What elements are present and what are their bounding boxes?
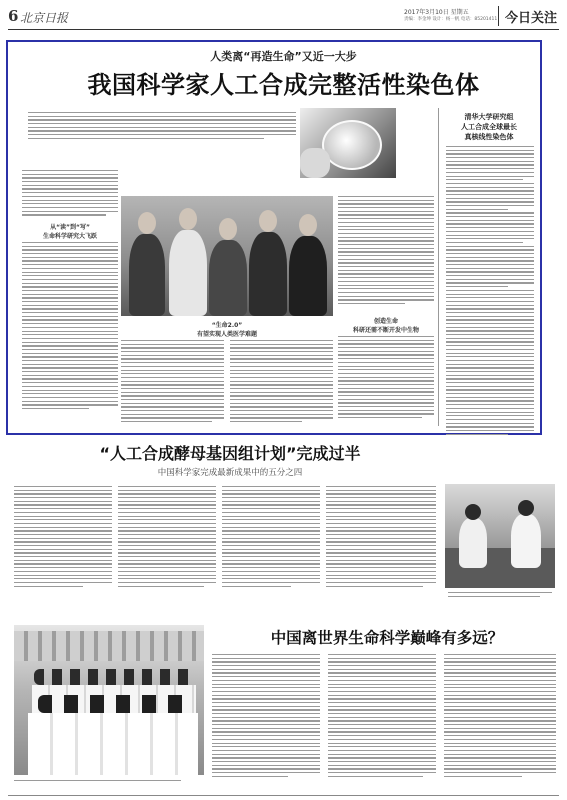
lead-bottom-text-a: [121, 340, 224, 425]
paper-name: 北京日报: [20, 11, 69, 25]
person-4-face: [259, 210, 277, 232]
person-1-face: [138, 212, 156, 234]
petri-dish-photo: [300, 108, 396, 178]
lab-worker-left-head: [465, 504, 481, 520]
sidebar-title: [440, 112, 538, 142]
subhead-line-2: 生命科学研究大飞跃: [42, 233, 97, 240]
person-5: [289, 236, 327, 316]
subhead-line-4: 有望实现人类医学难题: [196, 331, 257, 338]
person-1: [129, 234, 165, 316]
lead-bottom-text-c: [338, 336, 434, 421]
third-text-col-1: [212, 654, 320, 779]
lab-shelf: [14, 631, 204, 661]
second-headline: “人工合成酵母基因组计划”完成过半: [99, 444, 361, 463]
subhead-line-1: 从“读”到“写”: [50, 224, 90, 231]
person-5-face: [299, 214, 317, 236]
lead-left-column-text-1: [22, 170, 118, 218]
page-bottom-rule: [8, 795, 559, 796]
sidebar-text: [446, 146, 534, 437]
second-text-col-2: [118, 486, 216, 589]
subhead-line-5: 创造生命: [373, 318, 398, 325]
lead-kicker: 人类离“再造生命”又近一大步: [210, 50, 357, 63]
scientists-group-photo: [121, 196, 333, 316]
person-2-face: [179, 208, 197, 230]
sidebar-title-line-1: 清华大学研究组: [464, 113, 514, 121]
sidebar-title-line-2: 人工合成全球最长: [461, 123, 517, 131]
dish-shape: [322, 120, 382, 170]
subhead-create-life: [338, 316, 434, 334]
lab-worker-left: [459, 518, 487, 568]
team-row-back: [34, 669, 194, 685]
team-row-front: [38, 695, 188, 713]
page-number: 6: [8, 7, 19, 25]
sidebar-divider: [438, 108, 439, 426]
team-coats-front: [28, 713, 198, 775]
lab-worker-right-head: [518, 500, 534, 516]
third-text-col-2: [328, 654, 436, 779]
subhead-life-2: [121, 320, 333, 338]
lead-left-column-text-2: [22, 242, 118, 412]
glove-hand: [300, 148, 330, 178]
person-4: [249, 232, 287, 316]
editor-credits: 责编：李金坤 设计：杨一帆 电话：85201411: [404, 17, 498, 22]
subhead-read-write: [22, 222, 118, 240]
lead-headline: 我国科学家人工合成完整活性染色体: [87, 71, 480, 99]
lead-mid-column-text: [338, 196, 434, 307]
second-text-col-1: [14, 486, 112, 589]
third-text-col-3: [444, 654, 556, 779]
section-title: 今日关注: [505, 11, 558, 26]
person-3-face: [219, 218, 237, 240]
second-text-col-3: [222, 486, 320, 589]
subhead-line-6: 科研还需不断开发中生物: [352, 327, 419, 334]
person-3: [209, 240, 247, 316]
issue-date: 2017年3月10日 星期五: [404, 9, 469, 16]
team-lab-photo: [14, 625, 204, 775]
section-divider: [498, 6, 499, 26]
person-2: [169, 230, 207, 316]
lab-photo-caption: [448, 592, 552, 599]
third-headline: 中国离世界生命科学巅峰有多远？: [270, 629, 504, 647]
lab-worker-right: [511, 514, 541, 568]
lead-intro-text: [28, 112, 296, 142]
subhead-line-3: “生命2.0”: [211, 322, 243, 329]
second-subtitle: 中国科学家完成最新成果中的五分之四: [157, 468, 303, 478]
lab-worker-photo: [445, 484, 555, 588]
second-text-col-4: [326, 486, 436, 589]
masthead: [8, 5, 559, 30]
lead-bottom-text-b: [230, 340, 333, 425]
sidebar-title-line-3: 真核线性染色体: [464, 133, 514, 141]
team-photo-caption: [14, 780, 204, 784]
